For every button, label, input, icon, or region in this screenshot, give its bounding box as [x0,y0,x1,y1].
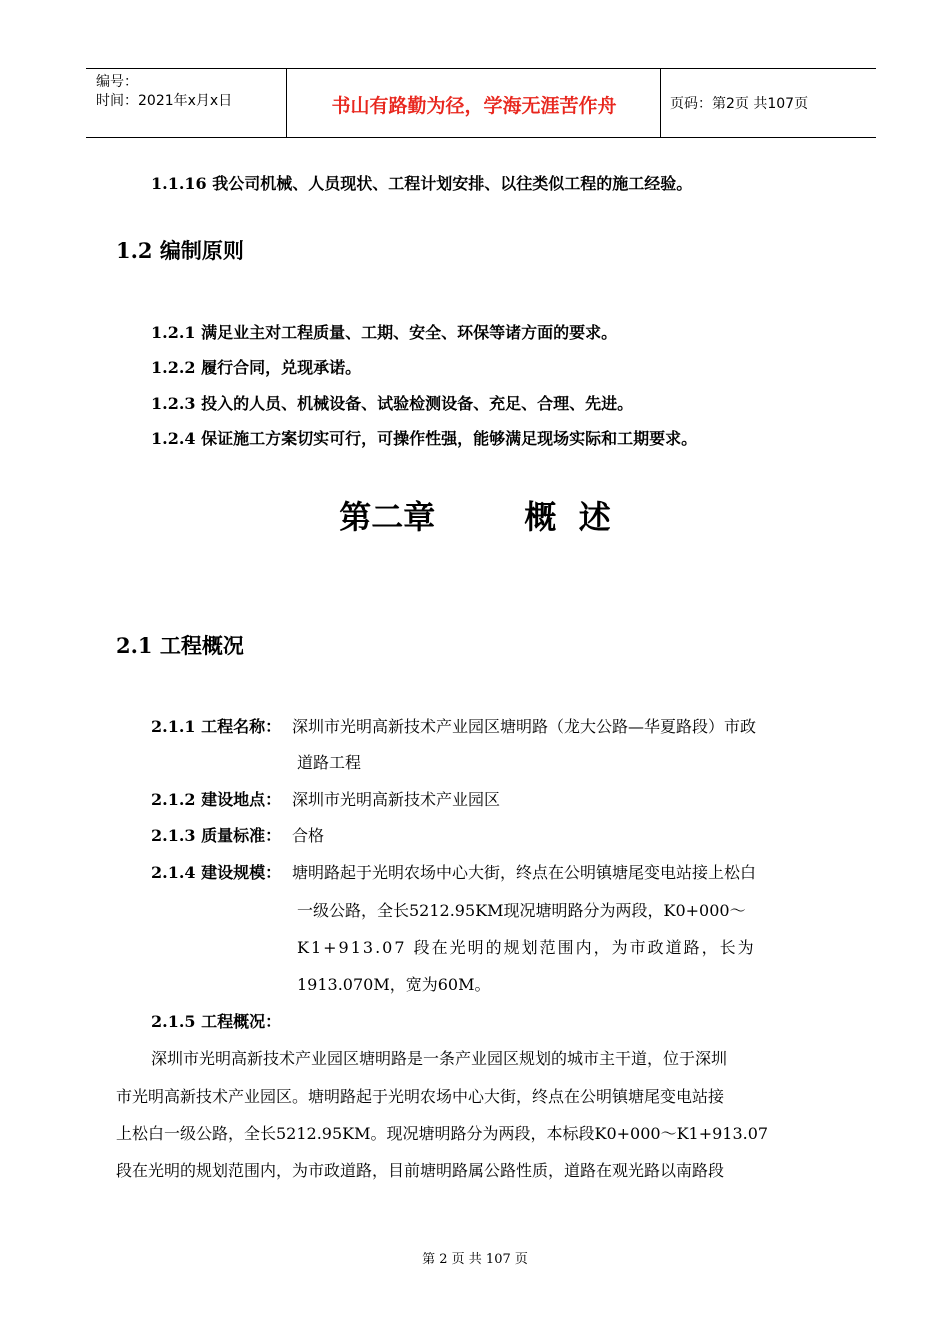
section-1-1-16: 1.1.16 我公司机械、人员现状、工程计划安排、以往类似工程的施工经验。 [151,174,693,193]
section-1-2-3: 1.2.3 投入的人员、机械设备、试验检测设备、充足、合理、先进。 [151,394,634,413]
item-2-1-4-text: 一级公路，全长5212.95KM现况塘明路分为两段，K0+000～ [297,901,746,920]
item-2-1-1-text: 道路工程 [297,753,362,772]
page-footer: 第 2 页 共 107 页 [422,1252,528,1267]
item-2-1-2-text: 深圳市光明高新技术产业园区 [292,790,501,809]
header-divider [286,69,287,137]
page-header [86,68,876,138]
number-label: 编号： [96,74,138,90]
paragraph-line: 段在光明的规划范围内，为市政道路，目前塘明路属公路性质，道路在观光路以南路段 [116,1161,725,1180]
item-2-1-3-text: 合格 [292,826,325,845]
item-2-1-1-text: 深圳市光明高新技术产业园区塘明路（龙大公路—华夏路段）市政 [292,717,757,736]
item-2-1-4-text: 塘明路起于光明农场中心大街，终点在公明镇塘尾变电站接上松白 [292,863,757,882]
section-1-2-1: 1.2.1 满足业主对工程质量、工期、安全、环保等诸方面的要求。 [151,323,618,342]
item-2-1-4-text: K1+913.07 段在光明的规划范围内，为市政道路，长为 [297,938,756,957]
header-meta [96,73,232,111]
item-2-1-2-label: 2.1.2 建设地点： [151,790,282,809]
time-label: 时间：2021年x月x日 [96,93,233,109]
paragraph-line: 深圳市光明高新技术产业园区塘明路是一条产业园区规划的城市主干道，位于深圳 [151,1049,728,1068]
heading-1-2: 1.2 编制原则 [116,238,244,263]
section-1-2-4: 1.2.4 保证施工方案切实可行，可操作性强，能够满足现场实际和工期要求。 [151,429,698,448]
item-2-1-4-text: 1913.070M，宽为60M。 [297,975,491,994]
header-divider [660,69,661,137]
item-2-1-4-label: 2.1.4 建设规模： [151,863,282,882]
item-2-1-1-label: 2.1.1 工程名称： [151,717,282,736]
item-2-1-5-label: 2.1.5 工程概况： [151,1012,282,1031]
header-page-info: 页码：第2页 共107页 [670,96,809,112]
chapter-title: 第二章 概 述 [339,498,611,536]
paragraph-line: 上松白一级公路，全长5212.95KM。现况塘明路分为两段，本标段K0+000～K1+913.07 [116,1124,769,1143]
heading-2-1: 2.1 工程概况 [116,633,244,658]
header-motto: 书山有路勤为径，学海无涯苦作舟 [331,95,617,117]
section-1-2-2: 1.2.2 履行合同，兑现承诺。 [151,358,362,377]
paragraph-line: 市光明高新技术产业园区。塘明路起于光明农场中心大街，终点在公明镇塘尾变电站接 [116,1087,725,1106]
item-2-1-3-label: 2.1.3 质量标准： [151,826,282,845]
